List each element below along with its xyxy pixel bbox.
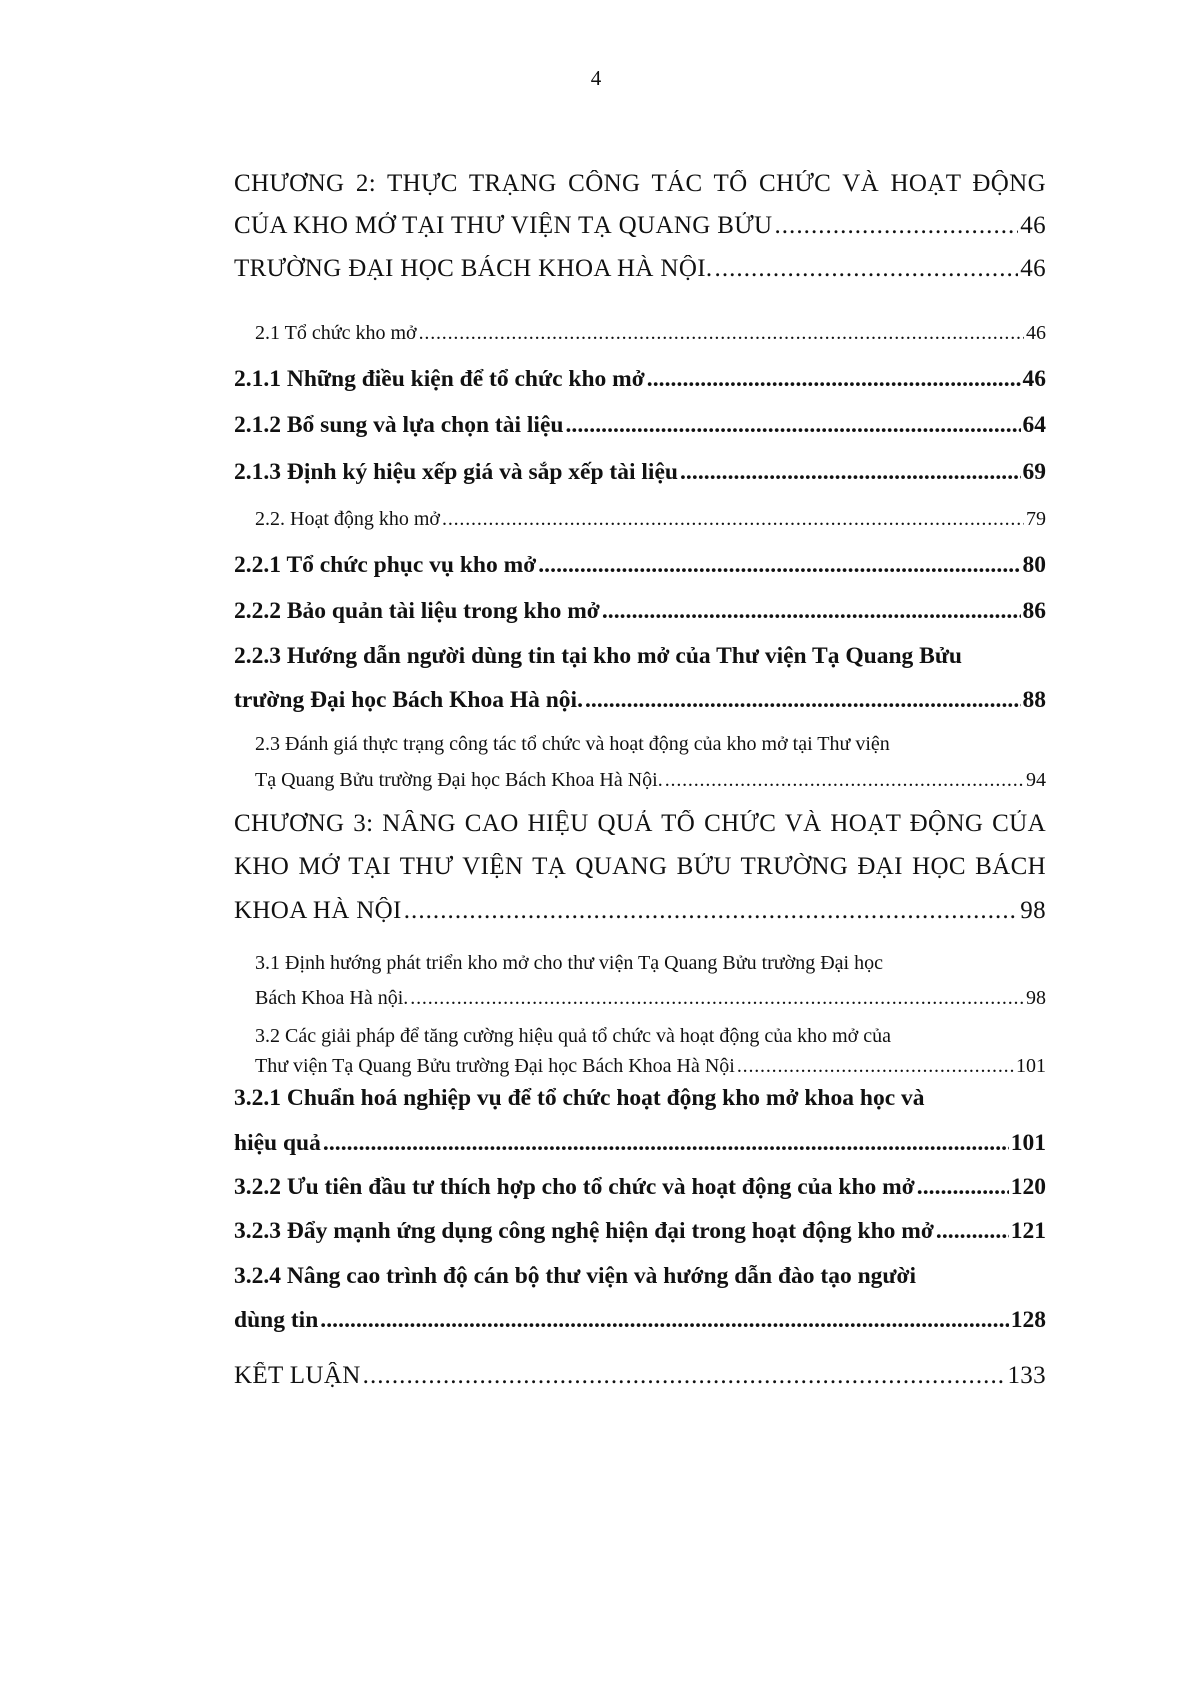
toc-section-3-1-line-2 [255, 987, 1046, 1010]
toc-entry-text: 2.1.3 Định ký hiệu xếp giá và sắp xếp tài liệu [234, 459, 678, 485]
toc-entry-text: Thư viện Tạ Quang Bửu trường Đại học Bách Khoa Hà Nội [255, 1055, 735, 1077]
dot-leader [737, 1055, 1014, 1078]
toc-page-number: 64 [1022, 412, 1046, 438]
toc-entry-text: 2.2.1 Tổ chức phục vụ kho mở [234, 552, 537, 578]
toc-section-2-1 [255, 322, 1046, 345]
toc-section-2-1-3 [234, 459, 1046, 486]
toc-entry-text: 2.3 Đánh giá thực trạng công tác tổ chức và hoạt động của kho mở tại Thư viện [255, 733, 890, 755]
toc-entry-text: 2.2. Hoạt động kho mở [255, 508, 441, 530]
toc-page-number: 101 [1010, 1130, 1046, 1156]
toc-page-number: 86 [1022, 598, 1046, 624]
dot-leader [410, 987, 1024, 1010]
toc-page-number: 80 [1022, 552, 1046, 578]
dot-leader [917, 1174, 1009, 1201]
dot-leader [602, 598, 1021, 625]
toc-chapter-2-title-line-1 [234, 170, 1046, 199]
toc-page-number: 98 [1026, 987, 1046, 1009]
dot-leader [665, 769, 1024, 792]
toc-entry-text: dùng tin [234, 1307, 319, 1333]
dot-leader [442, 508, 1024, 531]
toc-chapter-3-title-line-1 [234, 810, 1046, 839]
toc-chapter-3-title-line-2 [234, 853, 1046, 882]
toc-section-2-2 [255, 508, 1046, 531]
toc-entry-text: TRƯỜNG ĐẠI HỌC BÁCH KHOA HÀ NỘI. [234, 255, 713, 282]
dot-leader [419, 322, 1024, 345]
toc-section-2-2-1 [234, 552, 1046, 579]
toc-conclusion [234, 1362, 1046, 1391]
toc-section-3-1-line-1 [255, 952, 1046, 975]
toc-page-number: 79 [1026, 508, 1046, 530]
dot-leader [363, 1362, 1006, 1391]
toc-section-3-2-3 [234, 1218, 1046, 1245]
toc-section-3-2-1-line-2 [234, 1130, 1046, 1157]
toc-chapter-3-title-line-3 [234, 897, 1046, 926]
toc-page-number: 120 [1010, 1174, 1046, 1200]
toc-section-3-2-4-line-1 [234, 1263, 1046, 1290]
toc-entry-text: 3.2.4 Nâng cao trình độ cán bộ thư viện và hướng dẫn đào tạo người [234, 1263, 917, 1289]
toc-entry-text: KHO MỞ TẠI THƯ VIỆN TẠ QUANG BỬU TRƯỜNG ĐẠI HỌC BÁCH [234, 853, 1046, 880]
toc-page-number: 121 [1010, 1218, 1046, 1244]
toc-entry-text: 3.2.1 Chuẩn hoá nghiệp vụ để tổ chức hoạt động kho mở khoa học và [234, 1085, 925, 1111]
toc-entry-text: 3.1 Định hướng phát triển kho mở cho thư viện Tạ Quang Bửu trường Đại học [255, 952, 883, 974]
toc-page-number: 133 [1007, 1362, 1046, 1389]
dot-leader [680, 459, 1021, 486]
toc-entry-text: CỦA KHO MỞ TẠI THƯ VIỆN TẠ QUANG BỬU [234, 212, 773, 239]
toc-page-number: 46 [1020, 212, 1046, 239]
toc-chapter-2-title-line-3 [234, 255, 1046, 284]
toc-page-number: 46 [1026, 322, 1046, 344]
toc-section-3-2-line-2 [255, 1055, 1046, 1078]
toc-page-number: 46 [1022, 366, 1046, 392]
toc-entry-text: 3.2 Các giải pháp để tăng cường hiệu quả tổ chức và hoạt động của kho mở của [255, 1025, 891, 1047]
toc-page-number: 98 [1020, 897, 1046, 924]
toc-chapter-2-title-line-2 [234, 212, 1046, 241]
toc-entry-text: 3.2.2 Ưu tiên đầu tư thích hợp cho tổ chức và hoạt động của kho mở [234, 1174, 915, 1200]
toc-entry-text: trường Đại học Bách Khoa Hà nội. [234, 687, 583, 713]
dot-leader [320, 1307, 1008, 1334]
toc-entry-text: Tạ Quang Bửu trường Đại học Bách Khoa Hà Nội. [255, 769, 663, 791]
dot-leader [774, 212, 1018, 241]
toc-page-number: 46 [1020, 255, 1046, 282]
dot-leader [565, 412, 1020, 439]
toc-page-number: 94 [1026, 769, 1046, 791]
toc-section-3-2-2 [234, 1174, 1046, 1201]
toc-entry-text: hiệu quả [234, 1130, 321, 1156]
toc-entry-text: 2.1.1 Những điều kiện để tổ chức kho mở [234, 366, 645, 392]
toc-entry-text: KẾT LUẬN [234, 1362, 361, 1389]
toc-entry-text: 2.1.2 Bổ sung và lựa chọn tài liệu [234, 412, 564, 438]
toc-section-2-1-2 [234, 412, 1046, 439]
toc-section-2-1-1 [234, 366, 1046, 393]
toc-section-3-2-1-line-1 [234, 1085, 1046, 1112]
toc-entry-text: CHƯƠNG 2: THỰC TRẠNG CÔNG TÁC TỔ CHỨC VÀ HOẠT ĐỘNG [234, 170, 1046, 197]
dot-leader [323, 1130, 1009, 1157]
dot-leader [647, 366, 1021, 393]
toc-section-2-2-2 [234, 598, 1046, 625]
toc-entry-text: 2.2.3 Hướng dẫn người dùng tin tại kho mở của Thư viện Tạ Quang Bửu [234, 643, 962, 669]
page-number: 4 [590, 66, 602, 90]
dot-leader [585, 687, 1021, 714]
dot-leader [936, 1218, 1009, 1245]
toc-page-number: 101 [1016, 1055, 1046, 1077]
toc-section-3-2-line-1 [255, 1025, 1046, 1048]
toc-section-3-2-4-line-2 [234, 1307, 1046, 1334]
toc-section-2-3-line-1 [255, 733, 1046, 756]
dot-leader [715, 255, 1019, 284]
toc-entry-text: 3.2.3 Đẩy mạnh ứng dụng công nghệ hiện đại trong hoạt động kho mở [234, 1218, 934, 1244]
toc-entry-text: CHƯƠNG 3: NÂNG CAO HIỆU QUẢ TỔ CHỨC VÀ HOẠT ĐỘNG CỦA [234, 810, 1046, 837]
toc-entry-text: 2.1 Tổ chức kho mở [255, 322, 417, 344]
toc-page-number: 88 [1022, 687, 1046, 713]
dot-leader [404, 897, 1019, 926]
toc-entry-text: KHOA HÀ NỘI [234, 897, 402, 924]
toc-entry-text: 2.2.2 Bảo quản tài liệu trong kho mở [234, 598, 600, 624]
toc-page-number: 69 [1022, 459, 1046, 485]
toc-section-2-3-line-2 [255, 769, 1046, 792]
toc-page-number: 128 [1010, 1307, 1046, 1333]
toc-section-2-2-3-line-1 [234, 643, 1046, 670]
toc-entry-text: Bách Khoa Hà nội. [255, 987, 409, 1009]
toc-section-2-2-3-line-2 [234, 687, 1046, 714]
dot-leader [538, 552, 1020, 579]
